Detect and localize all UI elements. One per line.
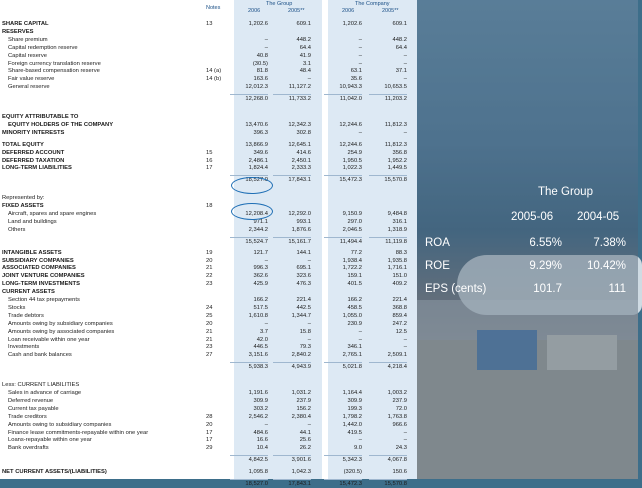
row-note: 18 bbox=[206, 203, 213, 210]
row-value: 11,127.2 bbox=[288, 84, 311, 91]
row-value: 4,067.8 bbox=[387, 457, 407, 464]
row-value: 64.4 bbox=[299, 44, 311, 51]
row-value: 1,095.8 bbox=[248, 469, 268, 476]
row-note: 29 bbox=[206, 445, 213, 452]
row-value: 356.8 bbox=[392, 149, 407, 156]
row-label: Bank overdrafts bbox=[8, 445, 49, 452]
row-label: Cash and bank balances bbox=[8, 352, 72, 359]
row-value: 166.2 bbox=[347, 297, 362, 303]
row-label: Investments bbox=[8, 344, 40, 351]
row-label: Represented by: bbox=[2, 195, 45, 202]
subtotal-rule bbox=[324, 237, 362, 238]
row-value: 401.5 bbox=[347, 281, 362, 288]
row-value: 25.6 bbox=[299, 437, 311, 444]
row-value: 40.8 bbox=[256, 52, 268, 59]
row-value: 11,203.2 bbox=[384, 96, 407, 103]
row-value: 1,716.1 bbox=[387, 265, 407, 272]
row-value: 1,952.2 bbox=[387, 157, 407, 164]
row-label: LONG-TERM INVESTMENTS bbox=[2, 281, 80, 288]
row-value: – bbox=[307, 320, 311, 327]
row-note: 19 bbox=[206, 249, 213, 256]
row-value: 199.3 bbox=[347, 405, 362, 412]
row-value: 12,342.3 bbox=[288, 121, 311, 128]
row-value: 1,935.8 bbox=[387, 257, 407, 264]
row-value: 4,842.5 bbox=[248, 457, 268, 464]
row-value: 12,208.4 bbox=[245, 211, 268, 217]
subtotal-rule bbox=[369, 479, 407, 480]
row-value: 309.9 bbox=[253, 397, 268, 404]
row-value: 484.6 bbox=[253, 429, 268, 436]
row-value: 15,161.7 bbox=[288, 238, 311, 245]
row-value: 81.8 bbox=[256, 68, 268, 75]
subtotal-rule bbox=[230, 94, 268, 95]
row-value: 1,202.6 bbox=[248, 21, 268, 27]
row-label: Less: CURRENT LIABILITIES bbox=[2, 382, 80, 389]
subtotal-rule bbox=[230, 237, 268, 238]
row-value: – bbox=[264, 320, 268, 327]
row-value: 1,610.8 bbox=[248, 312, 268, 319]
overlay-row-value-1: 9.29% bbox=[529, 260, 562, 272]
subtotal-rule bbox=[324, 362, 362, 363]
row-label: Section 44 tax prepayments bbox=[8, 297, 80, 303]
overlay-row-value-2: 7.38% bbox=[593, 237, 626, 249]
row-note: 14 (b) bbox=[206, 76, 222, 83]
row-label: Land and buildings bbox=[8, 218, 57, 225]
row-value: 10.4 bbox=[256, 445, 268, 452]
row-label: EQUITY HOLDERS OF THE COMPANY bbox=[8, 121, 114, 128]
row-label: Amounts owing by associated companies bbox=[8, 328, 115, 335]
row-value: 993.1 bbox=[296, 218, 311, 225]
row-value: 396.3 bbox=[253, 129, 268, 136]
row-value: – bbox=[264, 36, 268, 43]
row-value: – bbox=[264, 44, 268, 51]
row-value: 221.4 bbox=[296, 297, 311, 303]
row-value: 48.4 bbox=[299, 68, 311, 75]
row-value: 2,344.2 bbox=[248, 226, 268, 233]
row-value: 5,938.3 bbox=[248, 364, 268, 371]
row-value: 2,046.5 bbox=[342, 226, 362, 233]
row-value: 4,943.9 bbox=[291, 364, 311, 371]
row-value: 26.2 bbox=[299, 445, 311, 452]
year-header-4: 2005** bbox=[382, 8, 399, 14]
row-label: Loan receivable within one year bbox=[8, 336, 90, 343]
row-label: Loans-repayable within one year bbox=[8, 437, 92, 444]
row-value: – bbox=[358, 437, 362, 444]
row-value: 166.2 bbox=[253, 297, 268, 303]
row-label: MINORITY INTERESTS bbox=[2, 129, 65, 136]
row-value: 349.6 bbox=[253, 149, 268, 156]
row-note: 23 bbox=[206, 281, 213, 288]
row-value: 9.0 bbox=[353, 445, 362, 452]
subtotal-rule bbox=[369, 362, 407, 363]
row-label: Share-based compensation reserve bbox=[8, 68, 100, 75]
row-note: 20 bbox=[206, 257, 213, 264]
row-value: 1,938.4 bbox=[342, 257, 362, 264]
row-note: 20 bbox=[206, 320, 213, 327]
row-value: 302.8 bbox=[296, 129, 311, 136]
row-label: Capital redemption reserve bbox=[8, 44, 78, 51]
row-value: 695.1 bbox=[296, 265, 311, 272]
row-note: 20 bbox=[206, 421, 213, 428]
row-value: 1,022.3 bbox=[342, 165, 362, 172]
row-label: Others bbox=[8, 226, 26, 233]
row-value: 88.3 bbox=[395, 249, 407, 256]
row-value: 150.6 bbox=[392, 469, 407, 476]
highlight-circle-total bbox=[231, 177, 273, 194]
row-note: 21 bbox=[206, 336, 213, 343]
row-value: 12,292.0 bbox=[288, 211, 311, 217]
row-value: 1,824.4 bbox=[248, 165, 268, 172]
row-value: 446.5 bbox=[253, 344, 268, 351]
subtotal-rule bbox=[324, 175, 362, 176]
subtotal-rule bbox=[273, 479, 311, 480]
row-value: 1,722.2 bbox=[342, 265, 362, 272]
row-value: 12,268.0 bbox=[245, 96, 268, 103]
row-label: Fair value reserve bbox=[8, 76, 55, 83]
row-value: 309.9 bbox=[347, 397, 362, 404]
row-value: 2,546.2 bbox=[248, 413, 268, 420]
row-note: 16 bbox=[206, 157, 213, 164]
row-value: 237.9 bbox=[296, 397, 311, 404]
row-note: 13 bbox=[206, 21, 213, 27]
row-value: 77.2 bbox=[350, 249, 362, 256]
overlay-col-2005-06: 2005-06 bbox=[511, 211, 554, 223]
row-value: 4,218.4 bbox=[387, 364, 407, 371]
row-label: Current tax payable bbox=[8, 405, 59, 412]
row-value: 442.5 bbox=[296, 304, 311, 311]
row-value: 2,380.4 bbox=[291, 413, 311, 420]
row-value: 16.6 bbox=[256, 437, 268, 444]
row-value: 1,876.6 bbox=[291, 226, 311, 233]
row-label: RESERVES bbox=[2, 28, 34, 35]
row-value: 476.3 bbox=[296, 281, 311, 288]
overlay-group-title: The Group bbox=[538, 186, 593, 198]
subtotal-rule bbox=[230, 479, 268, 480]
subtotal-rule bbox=[369, 94, 407, 95]
row-value: 2,486.1 bbox=[248, 157, 268, 164]
row-value: 966.6 bbox=[392, 421, 407, 428]
row-label: Deferred revenue bbox=[8, 397, 54, 404]
row-value: 2,509.1 bbox=[387, 352, 407, 359]
row-value: 15,570.8 bbox=[384, 177, 407, 184]
row-value: 237.9 bbox=[392, 397, 407, 404]
row-value: – bbox=[307, 336, 311, 343]
row-note: 22 bbox=[206, 273, 213, 280]
row-note: 17 bbox=[206, 165, 213, 172]
row-note: 17 bbox=[206, 437, 213, 444]
subtotal-rule bbox=[273, 455, 311, 456]
row-value: 11,733.2 bbox=[288, 96, 311, 103]
row-value: 1,191.6 bbox=[248, 390, 268, 396]
subtotal-rule bbox=[273, 237, 311, 238]
row-value: – bbox=[358, 328, 362, 335]
row-value: 1,042.3 bbox=[291, 469, 311, 476]
overlay-row-label: ROA bbox=[425, 237, 450, 249]
row-value: 17,843.1 bbox=[288, 177, 311, 184]
subtotal-rule bbox=[324, 455, 362, 456]
row-value: 230.9 bbox=[347, 320, 362, 327]
row-value: 11,119.8 bbox=[385, 238, 407, 245]
company-header: The Company bbox=[355, 1, 390, 7]
row-label: Foreign currency translation reserve bbox=[8, 60, 101, 67]
row-value: 10,943.3 bbox=[339, 84, 362, 91]
row-value: 2,333.3 bbox=[291, 165, 311, 172]
row-value: 1,003.2 bbox=[387, 390, 407, 396]
row-value: 3,901.6 bbox=[291, 457, 311, 464]
subtotal-rule bbox=[324, 479, 362, 480]
row-label: TOTAL EQUITY bbox=[2, 141, 44, 148]
row-value: 414.6 bbox=[296, 149, 311, 156]
row-value: 458.5 bbox=[347, 304, 362, 311]
row-value: 316.1 bbox=[392, 218, 407, 225]
row-label: CURRENT ASSETS bbox=[2, 289, 55, 296]
row-label: EQUITY ATTRIBUTABLE TO bbox=[2, 114, 79, 120]
row-label: DEFERRED TAXATION bbox=[2, 157, 65, 164]
overlay-row-label: ROE bbox=[425, 260, 450, 272]
row-label: SHARE CAPITAL bbox=[2, 21, 49, 27]
row-value: (30.5) bbox=[252, 60, 268, 67]
row-value: 2,765.1 bbox=[342, 352, 362, 359]
row-value: 859.4 bbox=[392, 312, 407, 319]
row-note: 23 bbox=[206, 344, 213, 351]
row-value: 1,449.5 bbox=[387, 165, 407, 172]
row-value: 1,202.6 bbox=[342, 21, 362, 27]
sheet-header bbox=[0, 0, 417, 16]
row-label: General reserve bbox=[8, 84, 50, 91]
row-value: 15,570.8 bbox=[384, 481, 407, 487]
row-value: 1,798.2 bbox=[342, 413, 362, 420]
row-value: 3.1 bbox=[302, 60, 311, 67]
highlight-circle-aircraft bbox=[231, 203, 273, 220]
subtotal-rule bbox=[369, 237, 407, 238]
row-value: 9,150.9 bbox=[342, 211, 362, 217]
row-note: 15 bbox=[206, 149, 213, 156]
row-note: 14 (a) bbox=[206, 68, 222, 75]
row-value: 2,840.2 bbox=[291, 352, 311, 359]
row-value: 996.3 bbox=[253, 265, 268, 272]
row-value: 15,472.3 bbox=[339, 177, 362, 184]
row-value: – bbox=[403, 76, 407, 83]
row-value: 2,450.1 bbox=[291, 157, 311, 164]
row-value: 12.5 bbox=[395, 328, 407, 335]
row-value: 12,244.6 bbox=[339, 141, 362, 148]
row-value: 44.1 bbox=[299, 429, 311, 436]
row-value: 151.0 bbox=[392, 273, 407, 280]
row-value: – bbox=[264, 257, 268, 264]
row-value: 971.1 bbox=[253, 218, 268, 225]
row-value: 5,021.8 bbox=[342, 364, 362, 371]
row-label: Stocks bbox=[8, 304, 26, 311]
row-value: – bbox=[307, 421, 311, 428]
row-value: 3.7 bbox=[259, 328, 268, 335]
subtotal-rule bbox=[369, 175, 407, 176]
row-value: 15,472.3 bbox=[339, 481, 362, 487]
overlay-col-2004-05: 2004-05 bbox=[577, 211, 620, 223]
row-value: – bbox=[264, 421, 268, 428]
row-label: SUBSIDIARY COMPANIES bbox=[2, 257, 74, 264]
row-label: Share premium bbox=[8, 36, 48, 43]
row-value: 1,318.9 bbox=[387, 226, 407, 233]
row-value: 18,527.0 bbox=[245, 177, 268, 184]
row-label: Amounts owing to subsidiary companies bbox=[8, 421, 112, 428]
row-value: 63.1 bbox=[350, 68, 362, 75]
row-value: 1,055.0 bbox=[342, 312, 362, 319]
row-value: – bbox=[358, 52, 362, 59]
row-value: 163.6 bbox=[253, 76, 268, 83]
row-value: 221.4 bbox=[392, 297, 407, 303]
row-label: JOINT VENTURE COMPANIES bbox=[2, 273, 85, 280]
row-value: 362.6 bbox=[253, 273, 268, 280]
row-note: 17 bbox=[206, 429, 213, 436]
overlay-row-label: EPS (cents) bbox=[425, 283, 487, 295]
notes-header: Notes bbox=[206, 5, 221, 11]
year-header-1: 2006 bbox=[248, 8, 261, 14]
row-label: NET CURRENT ASSETS/(LIABILITIES) bbox=[2, 469, 107, 476]
row-label: LONG-TERM LIABILITIES bbox=[2, 165, 72, 172]
row-value: 35.6 bbox=[350, 76, 362, 83]
row-value: 609.1 bbox=[392, 21, 407, 27]
subtotal-rule bbox=[230, 455, 268, 456]
row-value: 64.4 bbox=[395, 44, 407, 51]
row-value: – bbox=[403, 437, 407, 444]
row-value: 409.2 bbox=[392, 281, 407, 288]
row-value: 156.2 bbox=[296, 405, 311, 412]
row-value: – bbox=[403, 129, 407, 136]
row-value: – bbox=[358, 336, 362, 343]
row-note: 21 bbox=[206, 328, 213, 335]
row-value: 15,524.7 bbox=[245, 238, 268, 245]
row-value: 12,645.1 bbox=[288, 141, 311, 148]
row-value: 17,843.1 bbox=[288, 481, 311, 487]
row-value: – bbox=[403, 344, 407, 351]
row-value: – bbox=[307, 76, 311, 83]
row-value: 323.6 bbox=[296, 273, 311, 280]
subtotal-rule bbox=[273, 94, 311, 95]
row-value: 1,763.8 bbox=[387, 413, 407, 420]
row-value: 346.1 bbox=[347, 344, 362, 351]
overlay-row-value-2: 111 bbox=[608, 283, 626, 295]
row-value: 419.5 bbox=[347, 429, 362, 436]
subtotal-rule bbox=[273, 175, 311, 176]
row-value: 1,442.0 bbox=[342, 421, 362, 428]
overlay-row-value-1: 6.55% bbox=[529, 237, 562, 249]
row-value: 121.7 bbox=[253, 249, 268, 256]
row-value: 368.8 bbox=[392, 304, 407, 311]
row-value: 37.1 bbox=[395, 68, 407, 75]
row-label: Sales in advance of carriage bbox=[8, 390, 82, 396]
year-header-3: 2006 bbox=[342, 8, 355, 14]
row-value: 41.9 bbox=[299, 52, 311, 59]
row-value: 12,244.6 bbox=[339, 121, 362, 128]
row-value: 13,470.6 bbox=[245, 121, 268, 128]
row-value: 11,812.3 bbox=[384, 121, 407, 128]
row-value: 13,866.9 bbox=[245, 141, 268, 148]
group-header: The Group bbox=[266, 1, 293, 7]
row-label: Trade creditors bbox=[8, 413, 47, 420]
row-value: – bbox=[403, 52, 407, 59]
row-value: 24.3 bbox=[395, 445, 407, 452]
row-label: Capital reserve bbox=[8, 52, 47, 59]
row-label: FIXED ASSETS bbox=[2, 203, 44, 210]
row-value: 3,151.6 bbox=[248, 352, 268, 359]
overlay-row-value-2: 10.42% bbox=[586, 260, 626, 272]
row-value: 11,494.4 bbox=[339, 238, 362, 245]
year-header-2: 2005** bbox=[288, 8, 305, 14]
row-label: ASSOCIATED COMPANIES bbox=[2, 265, 76, 272]
row-value: 9,484.8 bbox=[387, 211, 407, 217]
row-note: 24 bbox=[206, 304, 213, 311]
row-value: 18,527.0 bbox=[245, 481, 268, 487]
row-value: – bbox=[307, 257, 311, 264]
row-label: Trade debtors bbox=[8, 312, 44, 319]
row-value: 10,653.5 bbox=[384, 84, 407, 91]
row-value: 448.2 bbox=[392, 36, 407, 43]
row-value: 15.8 bbox=[299, 328, 311, 335]
row-value: 11,812.3 bbox=[384, 141, 407, 148]
row-value: – bbox=[358, 129, 362, 136]
row-note: 28 bbox=[206, 413, 213, 420]
row-label: Aircraft, spares and spare engines bbox=[8, 211, 97, 217]
subtotal-rule bbox=[369, 455, 407, 456]
subtotal-rule bbox=[324, 94, 362, 95]
row-label: Finance lease commitments-repayable within one year bbox=[8, 429, 149, 436]
row-value: 303.2 bbox=[253, 405, 268, 412]
row-value: 72.0 bbox=[395, 405, 407, 412]
row-value: 159.1 bbox=[347, 273, 362, 280]
row-value: – bbox=[403, 60, 407, 67]
row-label: DEFERRED ACCOUNT bbox=[2, 149, 65, 156]
row-value: 247.2 bbox=[392, 320, 407, 327]
overlay-row-value-1: 101.7 bbox=[533, 283, 562, 295]
row-value: – bbox=[358, 44, 362, 51]
row-note: 21 bbox=[206, 265, 213, 272]
row-value: – bbox=[358, 60, 362, 67]
subtotal-rule bbox=[273, 362, 311, 363]
row-value: 254.9 bbox=[347, 149, 362, 156]
row-value: 448.2 bbox=[296, 36, 311, 43]
row-value: 79.3 bbox=[299, 344, 311, 351]
row-value: 1,950.5 bbox=[342, 157, 362, 164]
row-value: 1,344.7 bbox=[291, 312, 311, 319]
row-value: (320.5) bbox=[343, 469, 362, 476]
row-label: INTANGIBLE ASSETS bbox=[2, 249, 62, 256]
row-value: 42.0 bbox=[256, 336, 268, 343]
row-value: 1,164.4 bbox=[342, 390, 362, 396]
row-value: 425.9 bbox=[253, 281, 268, 288]
row-value: 12,012.3 bbox=[245, 84, 268, 91]
row-value: 5,342.3 bbox=[342, 457, 362, 464]
row-value: 609.1 bbox=[296, 21, 311, 27]
row-value: – bbox=[358, 36, 362, 43]
row-label: Amounts owing by subsidiary companies bbox=[8, 320, 113, 327]
row-value: – bbox=[403, 336, 407, 343]
subtotal-rule bbox=[230, 362, 268, 363]
row-value: 11,042.0 bbox=[339, 96, 362, 103]
row-value: 517.5 bbox=[253, 304, 268, 311]
row-value: 144.1 bbox=[296, 249, 311, 256]
row-value: 1,031.2 bbox=[291, 390, 311, 396]
row-note: 27 bbox=[206, 352, 213, 359]
row-note: 25 bbox=[206, 312, 213, 319]
row-value: – bbox=[403, 429, 407, 436]
row-value: 297.0 bbox=[347, 218, 362, 225]
